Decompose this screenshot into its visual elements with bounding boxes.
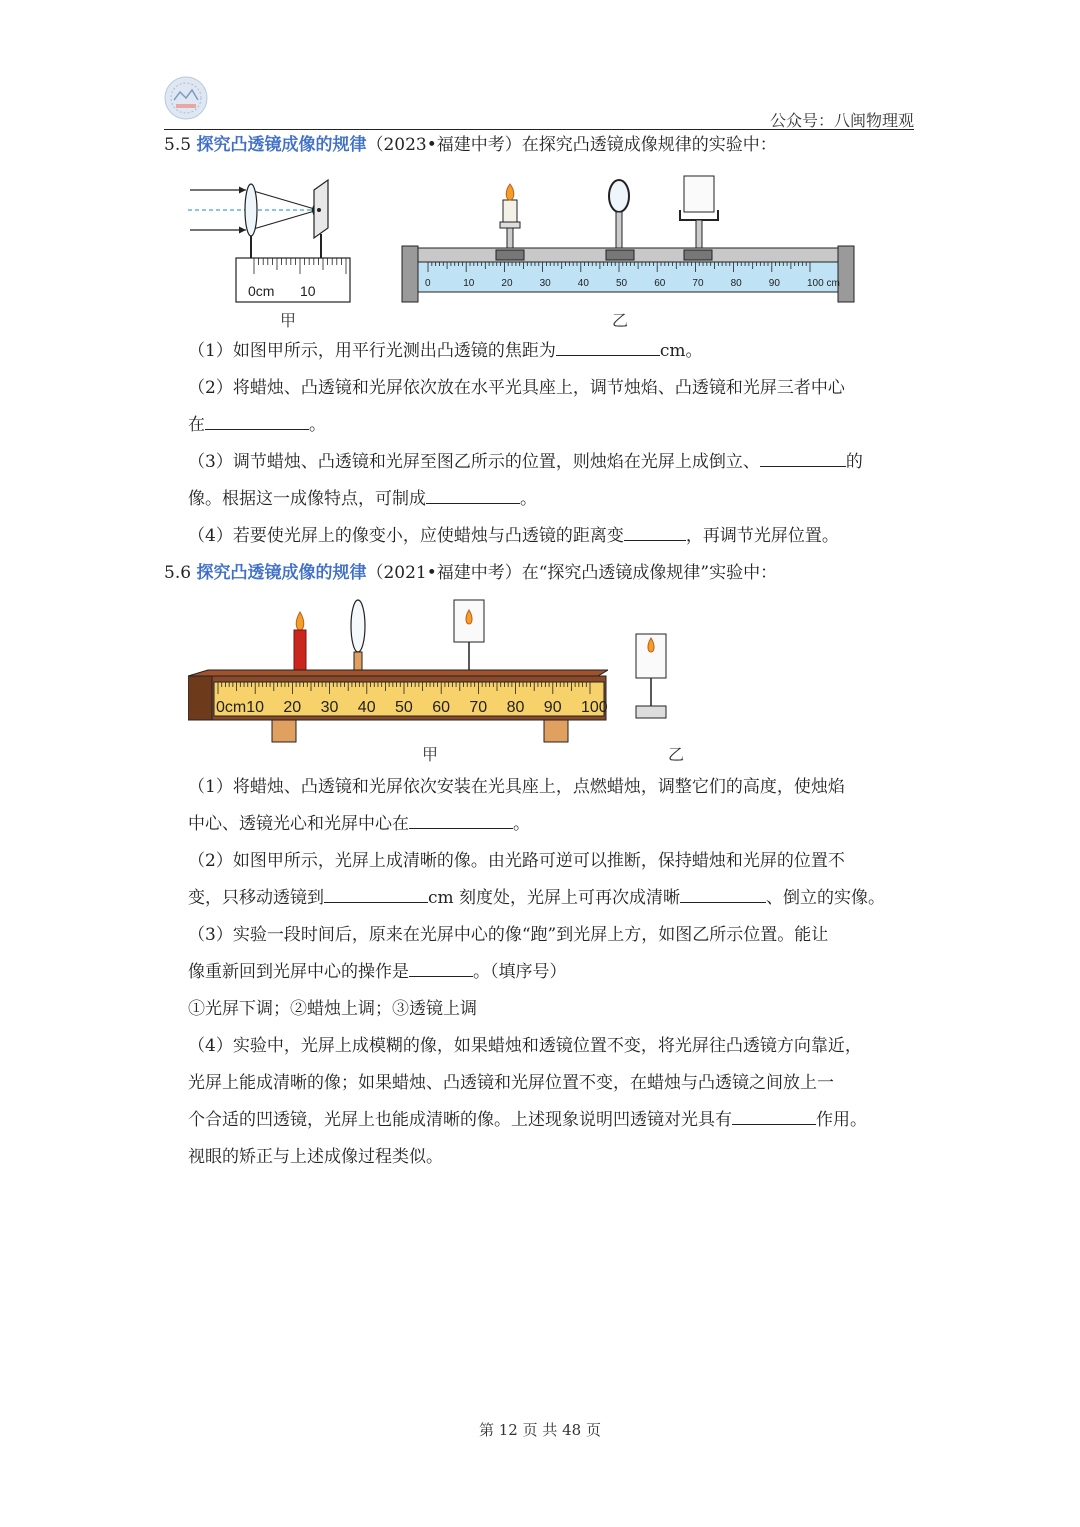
- q56-part4: [188, 1028, 918, 1065]
- q55-part2-text: （2）将蜡烛、凸透镜和光屏依次放在水平光具座上，调节烛焰、凸透镜和光屏三者中心: [188, 378, 845, 398]
- q55-part4: [188, 518, 918, 555]
- answer-blank[interactable]: [760, 448, 846, 467]
- q56-title: [164, 561, 777, 585]
- q55-part4-text-b: ，再调节光屏位置。: [685, 526, 839, 546]
- bench-leg-left: [272, 720, 296, 742]
- header-account-label: 公众号：八闽物理观: [769, 111, 914, 130]
- bench-tick-label: 60: [654, 278, 666, 289]
- q55-part2-cont: [188, 407, 918, 444]
- q55-part3-cont: [188, 481, 918, 518]
- answer-blank[interactable]: [409, 958, 473, 977]
- q56-part4-text-b: 光屏上能成清晰的像；如果蜡烛、凸透镜和光屏位置不变，在蜡烛与凸透镜之间放上一: [188, 1073, 834, 1093]
- q56-part2-text-c: cm 刻度处，光屏上可再次成清晰: [428, 888, 681, 908]
- q56-part2-text-b: 变，只移动透镜到: [188, 888, 324, 908]
- page-number: 第 12 页 共 48 页: [478, 1421, 601, 1439]
- q55-part2: [188, 370, 918, 407]
- candle-flame: [506, 184, 514, 200]
- q55-part3: [188, 444, 918, 481]
- bench-tick-label: 80: [730, 278, 742, 289]
- q56-part2-cont: [188, 880, 918, 917]
- q56-part4-line3: [188, 1102, 918, 1139]
- answer-blank[interactable]: [409, 810, 513, 829]
- q55-figure-jia: [188, 176, 358, 306]
- ruler-tick-label: 90: [543, 699, 562, 716]
- bench-leg-right: [544, 720, 568, 742]
- answer-blank[interactable]: [426, 485, 520, 504]
- q56-number: 5.6: [164, 563, 192, 583]
- q56-part4-text: （4）实验中，光屏上成模糊的像，如果蜡烛和透镜位置不变，将光屏往凸透镜方向靠近，: [188, 1036, 862, 1056]
- ruler-tick-label: 0cm: [216, 699, 247, 716]
- candle: [294, 630, 306, 670]
- answer-blank[interactable]: [205, 411, 309, 430]
- q55-part1-unit: cm。: [659, 341, 703, 361]
- bench-top-face: [188, 670, 608, 676]
- header-divider: [164, 129, 914, 130]
- q55-part3-text-c: 像。根据这一成像特点，可制成: [188, 489, 426, 509]
- bench-leg-right: [838, 246, 854, 302]
- q55-part3-text: （3）调节蜡烛、凸透镜和光屏至图乙所示的位置，则烛焰在光屏上成倒立、: [188, 452, 760, 472]
- q56-part4-line2: [188, 1065, 918, 1102]
- q56-options-text: ①光屏下调；②蜡烛上调；③透镜上调: [188, 999, 477, 1019]
- bench-tick-label: 20: [501, 278, 513, 289]
- ruler-tick-label: 30: [320, 699, 339, 716]
- q55-part2-text-b: 在: [188, 415, 205, 435]
- q55-part1-text: （1）如图甲所示，用平行光测出凸透镜的焦距为: [188, 341, 556, 361]
- q56-part4-text-d: 作用。: [816, 1110, 867, 1130]
- bench-tick-label: 90: [768, 278, 780, 289]
- screen-base: [636, 706, 666, 718]
- refracted-ray: [250, 190, 318, 210]
- q56-options: [188, 991, 918, 1028]
- q56-fig-yi-caption: 乙: [668, 745, 685, 764]
- q55-number: 5.5: [164, 135, 192, 155]
- q56-part3-text-b: 像重新回到光屏中心的操作是: [188, 962, 409, 982]
- q55-part3-text-b: 的: [845, 452, 863, 472]
- bench-end-face: [188, 676, 212, 720]
- candle: [503, 200, 517, 222]
- q56-part4-text-c: 个合适的凹透镜，光屏上也能成清晰的像。上述现象说明凹透镜对光具有: [188, 1110, 732, 1130]
- light-screen: [684, 176, 714, 212]
- answer-blank[interactable]: [556, 337, 660, 356]
- q56-part1-end: 。: [513, 814, 530, 834]
- q55-part2-end: 。: [309, 415, 326, 435]
- q56-part3-cont: [188, 954, 918, 991]
- q56-part2: [188, 843, 918, 880]
- refracted-ray: [250, 210, 318, 230]
- ruler-tick-label: 100: [581, 699, 608, 716]
- ruler-label-0cm: 0cm: [248, 283, 275, 299]
- q55-fig-jia-caption: 甲: [280, 311, 297, 330]
- bench-tick-label: 100 cm: [807, 278, 840, 289]
- q56-part4-text-e: 视眼的矫正与上述成像过程类似。: [188, 1147, 443, 1167]
- convex-lens: [245, 184, 257, 236]
- q56-part1-text-b: 中心、透镜光心和光屏中心在: [188, 814, 409, 834]
- ruler-label-10: 10: [300, 283, 316, 299]
- q55-source: （2023•福建中考）在探究凸透镜成像规律的实验中：: [366, 135, 777, 155]
- bench-tick-label: 0: [425, 278, 431, 289]
- q56-part2-end: 、倒立的实像。: [766, 888, 886, 908]
- publisher-logo: [164, 76, 208, 120]
- q55-figure-yi: [396, 170, 860, 312]
- q55-topic: 探究凸透镜成像的规律: [196, 135, 367, 155]
- q55-part3-end: 。: [520, 489, 537, 509]
- bench-tick-label: 50: [616, 278, 628, 289]
- convex-lens: [609, 180, 629, 212]
- convex-lens: [351, 600, 365, 652]
- q56-part3-text: （3）实验一段时间后，原来在光屏中心的像“跑”到光屏上方，如图乙所示位置。能让: [188, 925, 829, 945]
- q56-part3-end: 。（填序号）: [473, 962, 567, 982]
- q55-title: [164, 133, 777, 157]
- q56-part4-line4: [188, 1139, 918, 1176]
- ruler-tick-label: 50: [395, 699, 413, 716]
- q56-part3: [188, 917, 918, 954]
- q56-part1: [188, 769, 918, 806]
- ruler-tick-label: 60: [432, 699, 450, 716]
- q56-source: （2021•福建中考）在“探究凸透镜成像规律”实验中：: [366, 563, 778, 583]
- ruler-tick-label: 10: [246, 699, 264, 716]
- q55-part1: [188, 333, 918, 370]
- q56-topic: 探究凸透镜成像的规律: [196, 563, 367, 583]
- q55-part4-text: （4）若要使光屏上的像变小，应使蜡烛与凸透镜的距离变: [188, 526, 624, 546]
- answer-blank[interactable]: [324, 884, 428, 903]
- q56-figure-jia: [188, 596, 608, 746]
- candle-flame: [296, 612, 304, 630]
- bench-tick-label: 10: [463, 278, 475, 289]
- answer-blank[interactable]: [680, 884, 766, 903]
- light-screen: [314, 180, 328, 238]
- q56-part1-text: （1）将蜡烛、凸透镜和光屏依次安装在光具座上，点燃蜡烛，调整它们的高度，使烛焰: [188, 777, 845, 797]
- bench-tick-label: 70: [692, 278, 704, 289]
- bench-leg-left: [402, 246, 418, 302]
- answer-blank[interactable]: [624, 522, 686, 541]
- ruler-tick-label: 20: [283, 699, 302, 716]
- q56-fig-jia-caption: 甲: [422, 745, 439, 764]
- q56-part2-text: （2）如图甲所示，光屏上成清晰的像。由光路可逆可以推断，保持蜡烛和光屏的位置不: [188, 851, 845, 871]
- ruler-tick-label: 40: [357, 699, 376, 716]
- answer-blank[interactable]: [732, 1106, 816, 1125]
- q56-part1-cont: [188, 806, 918, 843]
- ruler-tick-label: 80: [506, 699, 525, 716]
- ruler-tick-label: 70: [469, 699, 488, 716]
- screen-holder: [696, 220, 702, 250]
- lens-holder: [616, 212, 622, 250]
- bench-tick-label: 40: [577, 278, 589, 289]
- q55-fig-yi-caption: 乙: [612, 311, 629, 330]
- q56-figure-yi: [628, 630, 678, 724]
- bench-tick-label: 30: [539, 278, 551, 289]
- lens-holder: [354, 652, 362, 672]
